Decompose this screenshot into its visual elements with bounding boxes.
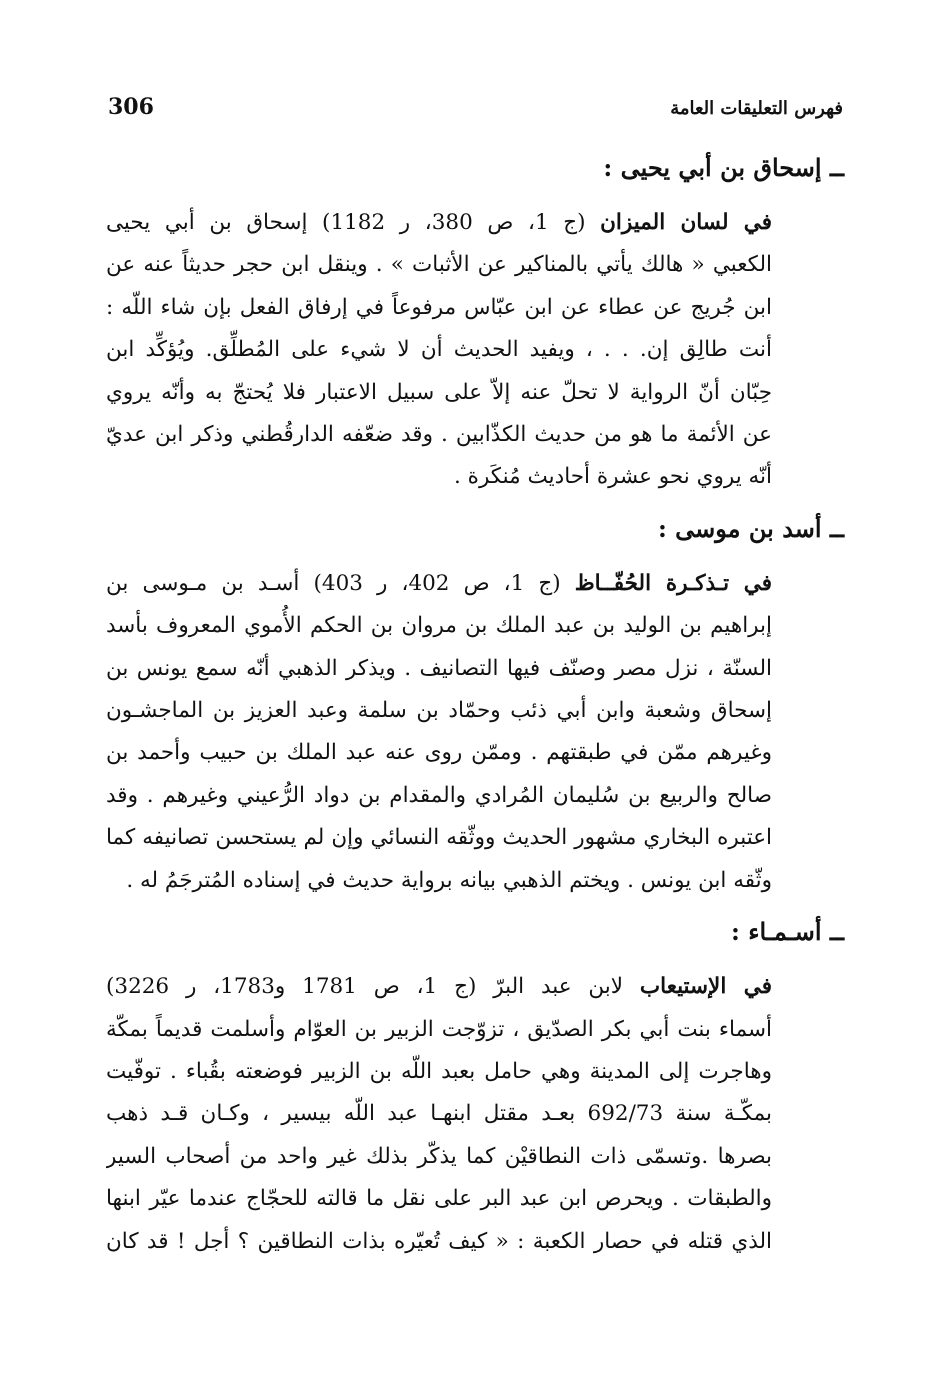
text-line: وغيرهم ممّن في طبقتهم . وممّن روى عنه عبد الملك بن حبيب وأحمد بن [106,740,772,766]
entry-paragraph-ishaq [106,202,808,499]
text-line: بصرها .وتسمّى ذات النطاقيْن كما يذكّر بذلك غير واحد من أصحاب السير [106,1143,772,1169]
text-line: أنت طالِق إن. . . ، ويفيد الحديث أن لا شيء على المُطلِّق. ويُؤكِّد ابن [106,337,772,363]
text-line: أسماء بنت أبي بكر الصدّيق ، تزوّجت الزبير بن العوّام وأسلمت قديماً بمكّة [106,1016,772,1042]
entry-paragraph-asad [106,563,808,902]
text-line: في لسان الميزان (ج 1، ص 380، ر 1182) إسحاق بن أبي يحيى [106,210,773,235]
text-line: بمكّـة سنة 692/73 بعـد مقتل ابنهـا عبد اللّه بيسير ، وكـان قـد ذهب [106,1101,772,1127]
text-line: حِبّان أنّ الرواية لا تحلّ عنه إلاّ على سبيل الاعتبار فلا يُحتجّ به وأنّه يروي [106,379,772,405]
text-line: إسحاق وشعبة وابن أبي ذئب وحمّاد بن سلمة وعبد العزيز بن الماجشـون [106,698,772,724]
text-line: إبراهيم بن الوليد بن عبد الملك بن مروان بن الحكم الأُموي المعروف بأسد [106,613,772,639]
entry-heading-ishaq: ــ إسحاق بن أبي يحيى : [603,153,844,182]
source-title: في لسان الميزان [600,210,773,235]
text-line: الذي قتله في حصار الكعبة : « كيف تُعيّره بذات النطاقين ؟ أجل ! قد كان [106,1228,772,1254]
text-line: والطبقات . ويحرص ابن عبد البر على نقل ما قالته للحجّاج عندما عيّر ابنها [106,1186,772,1212]
text-line: السنّة ، نزل مصر وصنّف فيها التصانيف . ويذكر الذهبي أنّه سمع يونس بن [106,655,772,681]
entry-heading-asad: ــ أسد بن موسى : [657,513,844,543]
page-body [106,146,844,1271]
page-number: 306 [108,94,154,120]
text-line: صالح والربيع بن سُليمان المُرادي والمقدام بن دواد الرُّعيني وغيرهم . وقد [106,782,772,808]
entry-heading-asma: ــ أسـمـاء : [731,917,844,947]
entry-paragraph-asma [106,966,808,1263]
text-line: في تـذكـرة الحُفّــاظ (ج 1، ص 402، ر 403) أسـد بن مـوسى بن [106,570,772,596]
source-title: في الإستيعاب [639,974,773,1000]
text-line: الكعبي « هالك يأتي بالمناكير عن الأثبات » . وينقل ابن حجر حديثاً عنه عن [106,252,772,278]
text-line: أنّه يروي نحو عشرة أحاديث مُنكَرة . [454,464,772,490]
text-line: في الإستيعاب لابن عبد البرّ (ج 1، ص 1781 و1783، ر 3226) [106,974,773,1000]
text-line: ابن جُريج عن عطاء عن ابن عبّاس مرفوعاً في إرفاق الفعل بإن شاء اللّه : [106,294,772,320]
source-title: في تـذكـرة الحُفّــاظ [574,570,772,596]
text-line: وهاجرت إلى المدينة وهي حامل بعبد اللّه بن الزبير فوضعته بقُباء . توفّيت [106,1058,772,1084]
running-head [108,94,843,130]
text-line: اعتبره البخاري مشهور الحديث ووثّقه النسائي وإن لم يستحسن تصانيفه كما [106,825,772,851]
text-line: وثّقه ابن يونس . ويختم الذهبي بيانه برواية حديث في إسناده المُترجَمُ له . [126,867,772,893]
running-title: فهرس التعليقات العامة [670,98,843,119]
text-line: عن الأئمة ما هو من حديث الكذّابين . وقد ضعّفه الدارقُطني وذكر ابن عديّ [106,422,772,448]
